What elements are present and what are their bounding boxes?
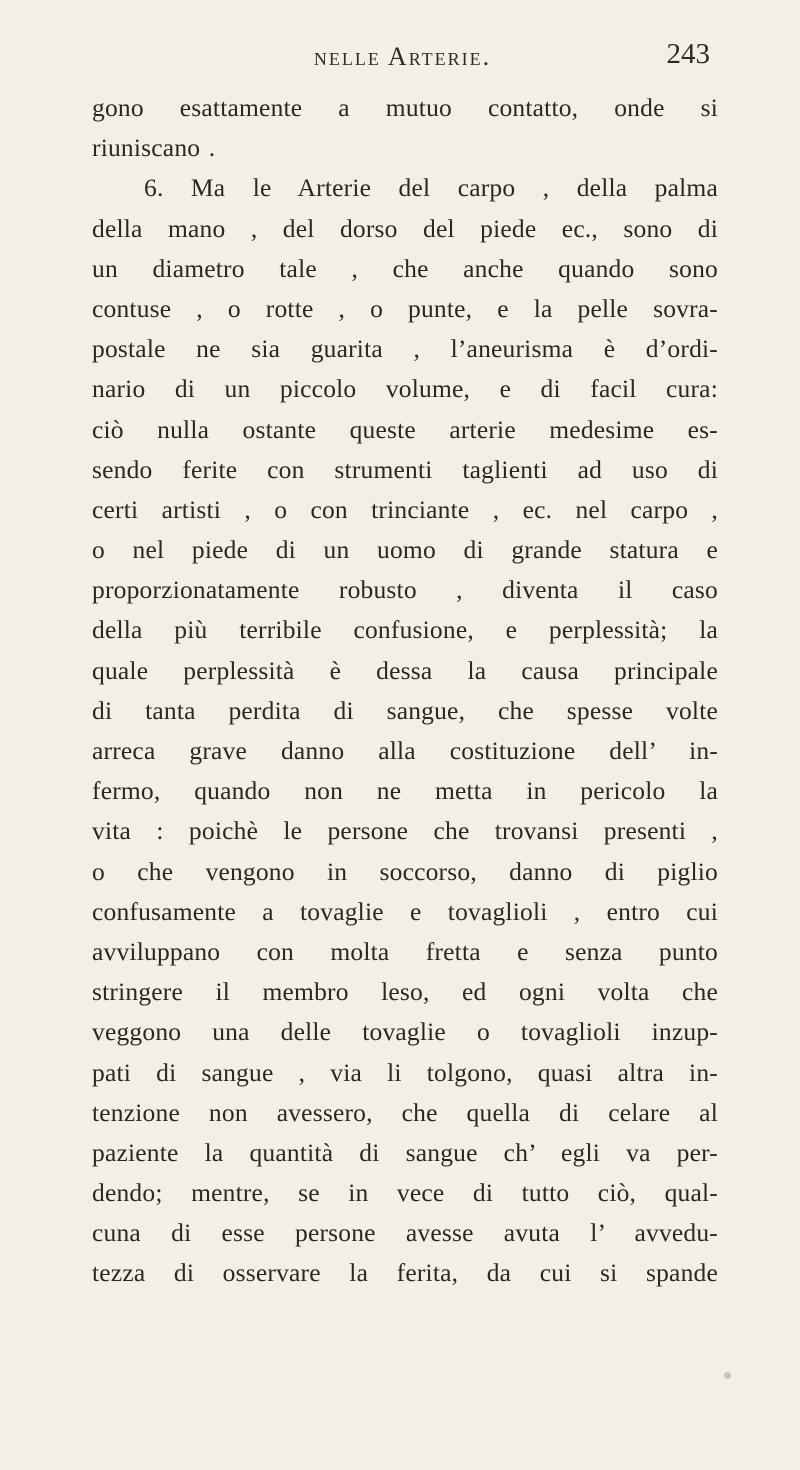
paragraph-start-line: 6. Ma le Arterie del carpo , della palma <box>144 173 718 203</box>
text-line: gono esattamente a mutuo contatto, onde si <box>92 93 718 122</box>
text-line: o che vengono in soccorso, danno di piglio <box>92 856 718 886</box>
text-line: proporzionatamente robusto , diventa il caso <box>92 575 718 605</box>
text-line: cuna di esse persone avesse avuta l’ avvedu- <box>92 1218 718 1248</box>
text-line: ciò nulla ostante queste arterie medesime es- <box>92 414 718 444</box>
text-line: nario di un piccolo volume, e di facil cura: <box>92 374 718 404</box>
text-line: stringere il membro leso, ed ogni volta che <box>92 977 718 1007</box>
running-head: nelle Arterie. <box>313 42 492 71</box>
text-line: riuniscano . <box>92 133 216 163</box>
text-line: postale ne sia guarita , l’aneurisma è d’ordi- <box>92 334 718 364</box>
text-line: un diametro tale , che anche quando sono <box>92 253 718 283</box>
text-line: o nel piede di un uomo di grande statura e <box>92 535 718 565</box>
text-line: veggono una delle tovaglie o tovaglioli inzup- <box>92 1017 718 1047</box>
text-line: avviluppano con molta fretta e senza punto <box>92 936 718 966</box>
text-line: arreca grave danno alla costituzione dell’ in- <box>92 736 718 765</box>
text-line: dendo; mentre, se in vece di tutto ciò, qual- <box>92 1178 718 1208</box>
text-line: confusamente a tovaglie e tovaglioli , entro cui <box>92 896 718 926</box>
text-line: certi artisti , o con trinciante , ec. nel carpo , <box>92 494 718 524</box>
page-number: 243 <box>666 38 710 70</box>
text-line: di tanta perdita di sangue, che spesse volte <box>92 695 718 725</box>
text-line: tenzione non avessero, che quella di celare al <box>92 1097 718 1127</box>
text-line: della più terribile confusione, e perplessità; la <box>92 615 718 645</box>
text-line: contuse , o rotte , o punte, e la pelle sovra- <box>92 293 718 323</box>
page-header <box>95 38 710 82</box>
text-line: paziente la quantità di sangue ch’ egli va per- <box>92 1137 718 1167</box>
body-text <box>92 88 718 1294</box>
text-line: vita : poichè le persone che trovansi presenti , <box>92 816 718 846</box>
text-line: della mano , del dorso del piede ec., sono di <box>92 213 718 243</box>
text-line: fermo, quando non ne metta in pericolo la <box>92 776 718 806</box>
ink-spot <box>724 1372 731 1379</box>
text-line: pati di sangue , via li tolgono, quasi altra in- <box>92 1057 718 1087</box>
text-line: sendo ferite con strumenti taglienti ad uso di <box>92 454 718 484</box>
text-line: tezza di osservare la ferita, da cui si spande <box>92 1258 718 1288</box>
text-line: quale perplessità è dessa la causa principale <box>92 655 718 685</box>
